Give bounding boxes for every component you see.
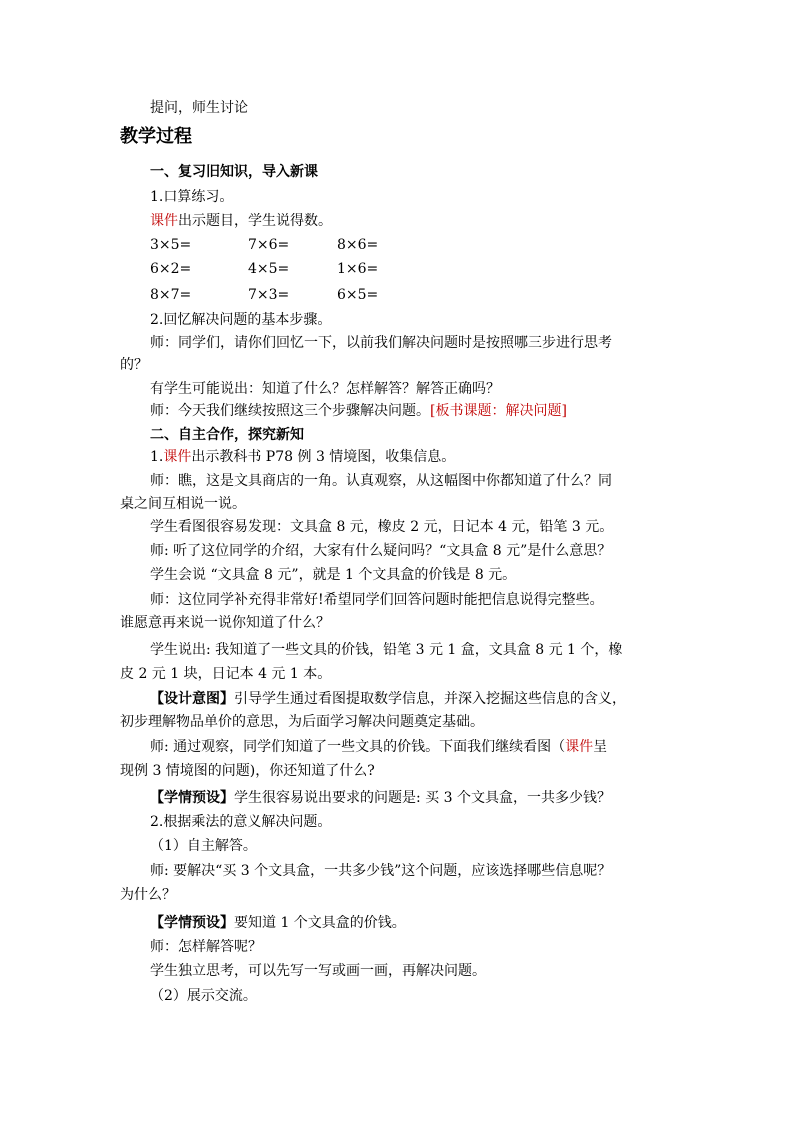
- text-line: 师：今天我们继续按照这三个步骤解决问题。[板书课题：解决问题]: [150, 403, 567, 419]
- text-line: 现例 3 情境图的问题)，你还知道了什么?: [120, 763, 375, 779]
- text-line: 师: 听了这位同学的介绍，大家有什么疑问吗？“文具盒 8 元”是什么意思？: [150, 543, 612, 559]
- text-line: 师：同学们，请你们回忆一下，以前我们解决问题时是按照哪三步进行思考: [150, 335, 612, 351]
- text-line: （2）展示交流。: [150, 988, 257, 1004]
- text-line: 桌之间互相说一说。: [120, 496, 246, 512]
- text-line: 初步理解物品单价的意思，为后面学习解决问题奠定基础。: [120, 714, 484, 730]
- math-item: 6×5=: [337, 287, 379, 303]
- section-heading: 教学过程: [120, 126, 192, 147]
- subsection-heading: 一、复习旧知识，导入新课: [150, 164, 318, 180]
- text-line: 师: 要解决“买 3 个文具盒，一共多少钱”这个问题，应该选择哪些信息呢？: [150, 863, 612, 879]
- math-item: 8×6=: [337, 237, 379, 253]
- text-line: 2.根据乘法的意义解决问题。: [150, 814, 332, 830]
- text-line: 1.课件出示教科书 P78 例 3 情境图，收集信息。: [150, 449, 456, 465]
- text-line: 学生看图很容易发现：文具盒 8 元，橡皮 2 元，日记本 4 元，铅笔 3 元。: [150, 519, 614, 535]
- text-line: 2.回忆解决问题的基本步骤。: [150, 312, 332, 328]
- highlight-text: 课件: [163, 449, 192, 465]
- text-line: 1.口算练习。: [150, 189, 234, 205]
- highlight-text: 课件: [565, 739, 594, 755]
- text-line: 皮 2 元 1 块，日记本 4 元 1 本。: [120, 666, 332, 682]
- text-line: 师：这位同学补充得非常好!希望同学们回答问题时能把信息说得完整些。: [150, 592, 604, 608]
- text-line: 【设计意图】引导学生通过看图提取数学信息，并深入挖掘这些信息的含义，: [150, 691, 626, 707]
- highlight-text: 课件: [150, 213, 178, 229]
- text-line: 有学生可能说出：知道了什么？怎样解答？解答正确吗？: [150, 381, 500, 397]
- text-line: 课件出示题目，学生说得数。: [150, 213, 332, 229]
- preset-tag: 【学情预设】: [150, 915, 234, 931]
- math-item: 6×2=: [150, 261, 192, 277]
- text-line: 师: 通过观察，同学们知道了一些文具的价钱。下面我们继续看图（课件呈: [150, 739, 608, 755]
- math-item: 4×5=: [248, 261, 290, 277]
- text-line: 为什么？: [120, 887, 176, 903]
- math-item: 7×3=: [248, 287, 290, 303]
- text-line: 学生说出: 我知道了一些文具的价钱，铅笔 3 元 1 盒，文具盒 8 元 1 个，橡: [150, 642, 623, 658]
- text-line: 学生会说 “文具盒 8 元”，就是 1 个文具盒的价钱是 8 元。: [150, 567, 517, 583]
- math-item: 8×7=: [150, 287, 192, 303]
- math-item: 1×6=: [337, 261, 379, 277]
- math-item: 7×6=: [248, 237, 290, 253]
- text-line: 谁愿意再来说一说你知道了什么？: [120, 615, 330, 631]
- preset-tag: 【学情预设】: [150, 790, 234, 806]
- text-line: 【学情预设】学生很容易说出要求的问题是: 买 3 个文具盒，一共多少钱？: [150, 790, 611, 806]
- subsection-heading: 二、自主合作，探究新知: [150, 427, 304, 443]
- design-intent-tag: 【设计意图】: [150, 691, 234, 707]
- highlight-text: [板书课题：解决问题]: [430, 403, 567, 419]
- text-line: 师：瞧，这是文具商店的一角。认真观察，从这幅图中你都知道了什么？同: [150, 473, 612, 489]
- text-line: 提问，师生讨论: [150, 100, 248, 116]
- text-line: 的？: [120, 357, 148, 373]
- text-line: 学生独立思考，可以先写一写或画一画，再解决问题。: [150, 963, 486, 979]
- text-line: 【学情预设】要知道 1 个文具盒的价钱。: [150, 915, 406, 931]
- text-line: （1）自主解答。: [150, 838, 257, 854]
- text-line: 师：怎样解答呢？: [150, 939, 262, 955]
- math-item: 3×5=: [150, 237, 192, 253]
